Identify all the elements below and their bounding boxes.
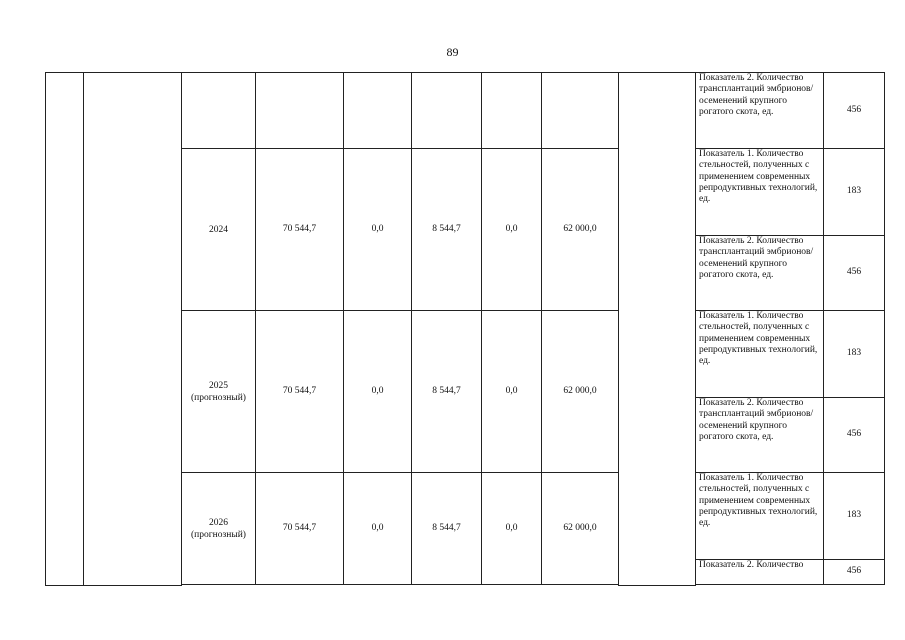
funding-cell [542, 73, 619, 149]
year-label: 2024 [209, 224, 228, 235]
year-cell [182, 73, 256, 149]
funding-cell: 0,0 [344, 473, 412, 585]
year-cell [182, 311, 256, 473]
indicator-text: Показатель 1. Количество стельностей, полученных с применением современных репродуктивных технологий, ед. [696, 311, 824, 398]
indicator-text: Показатель 1. Количество стельностей, полученных с применением современных репродуктивных технологий, ед. [696, 149, 824, 236]
results-cell [619, 73, 696, 586]
indicator-text: Показатель 2. Количество трансплантаций эмбрионов/осеменений крупного рогатого скота, ед. [696, 73, 824, 149]
year-cell [182, 149, 256, 311]
indicator-value: 456 [824, 236, 885, 311]
year-cell [182, 473, 256, 585]
funding-cell: 8 544,7 [412, 149, 482, 311]
number-cell [46, 73, 84, 586]
funding-cell [344, 73, 412, 149]
total-cell: 70 544,7 [256, 311, 344, 473]
indicator-text: Показатель 2. Количество трансплантаций эмбрионов/осеменений крупного рогатого скота, ед. [696, 398, 824, 473]
funding-cell: 0,0 [344, 149, 412, 311]
total-cell: 70 544,7 [256, 149, 344, 311]
year-note: (прогнозный) [191, 392, 246, 403]
funding-cell: 62 000,0 [542, 473, 619, 585]
funding-cell: 8 544,7 [412, 473, 482, 585]
funding-cell: 8 544,7 [412, 311, 482, 473]
funding-cell: 0,0 [482, 473, 542, 585]
funding-cell: 0,0 [482, 311, 542, 473]
year-label: 2025 [209, 380, 228, 391]
funding-cell [412, 73, 482, 149]
indicator-value: 183 [824, 473, 885, 560]
indicator-value: 456 [824, 73, 885, 149]
total-cell [256, 73, 344, 149]
total-cell: 70 544,7 [256, 473, 344, 585]
page-number: 89 [446, 45, 459, 59]
indicator-text: Показатель 2. Количество [696, 560, 824, 585]
funding-cell: 0,0 [482, 149, 542, 311]
indicator-value: 183 [824, 149, 885, 236]
funding-cell: 62 000,0 [542, 149, 619, 311]
indicator-text: Показатель 1. Количество стельностей, полученных с применением современных репродуктивных технологий, ед. [696, 473, 824, 560]
funding-cell [482, 73, 542, 149]
table-row [46, 73, 885, 149]
funding-cell: 0,0 [344, 311, 412, 473]
indicator-text: Показатель 2. Количество трансплантаций эмбрионов/осеменений крупного рогатого скота, ед. [696, 236, 824, 311]
name-cell [84, 73, 182, 586]
indicator-value: 456 [824, 560, 885, 585]
year-label: 2026 [209, 517, 228, 528]
indicator-value: 183 [824, 311, 885, 398]
indicator-value: 456 [824, 398, 885, 473]
funding-cell: 62 000,0 [542, 311, 619, 473]
year-note: (прогнозный) [191, 529, 246, 540]
program-funding-table [45, 72, 885, 586]
